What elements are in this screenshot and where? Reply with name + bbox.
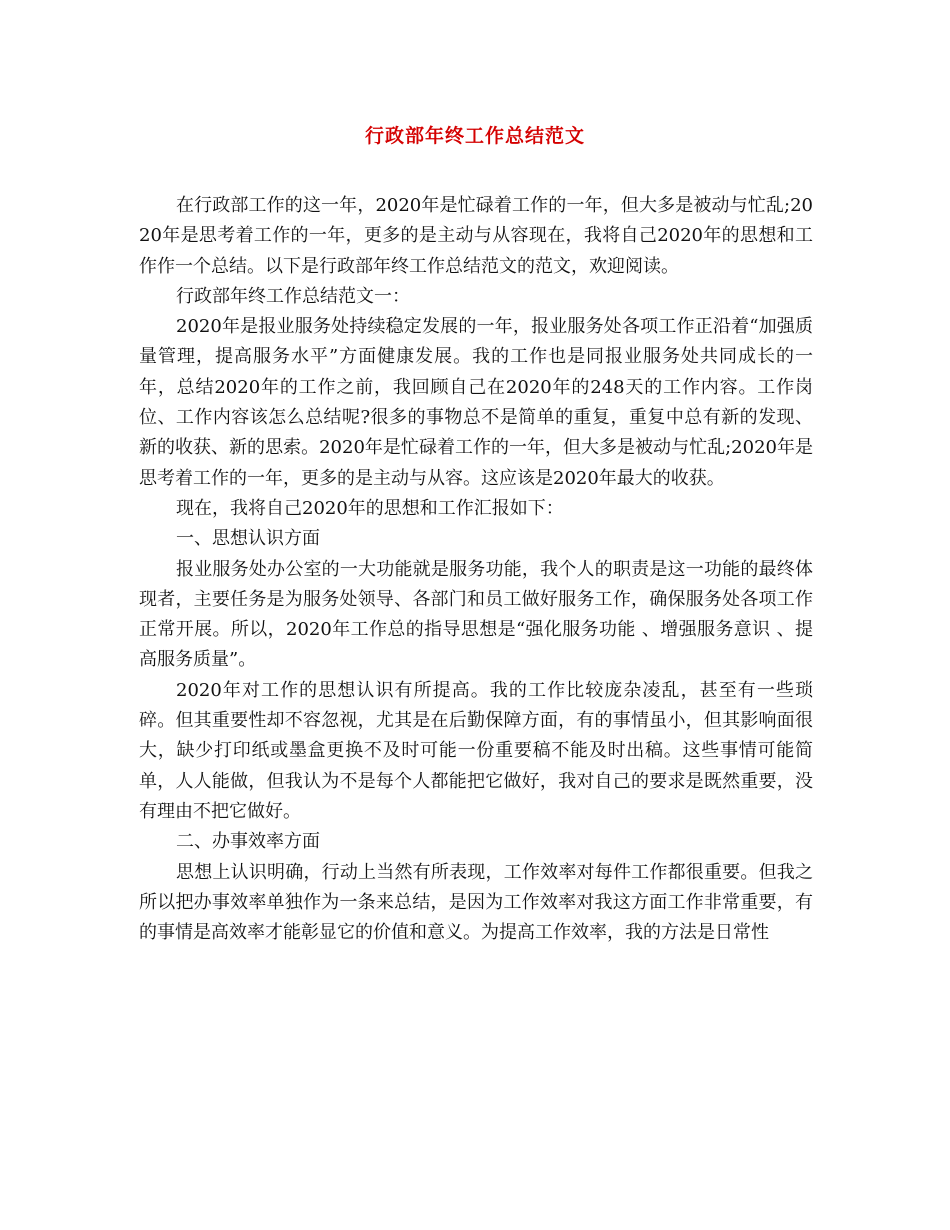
document-body xyxy=(139,191,813,948)
paragraph-service-function: 报业服务处办公室的一大功能就是服务功能，我个人的职责是这一功能的最终体现者，主要任务是为服务处领导、各部门和员工做好服务工作，确保服务处各项工作正常开展。所以，2020年工作总的指导思想是“强化服务功能 、增强服务意识 、提高服务质量”。 xyxy=(139,558,813,671)
paragraph-overview: 2020年是报业服务处持续稳定发展的一年，报业服务处各项工作正沿着“加强质量管理，提高服务水平”方面健康发展。我的工作也是同报业服务处共同成长的一年，总结2020年的工作之前，我回顾自己在2020年的248天的工作内容。工作岗位、工作内容该怎么总结呢?很多的事物总不是简单的重复，重复中总有新的发现、新的收获、新的思索。2020年是忙碌着工作的一年，但大多是被动与忙乱;2020年是思考着工作的一年，更多的是主动与从容。这应该是2020年最大的收获。 xyxy=(139,316,813,489)
paragraph-section-heading: 行政部年终工作总结范文一： xyxy=(176,285,410,307)
document-title: 行政部年终工作总结范文 xyxy=(364,125,585,147)
paragraph-report-lead: 现在，我将自己2020年的思想和工作汇报如下： xyxy=(176,497,564,519)
paragraph-efficiency: 思想上认识明确，行动上当然有所表现，工作效率对每件工作都很重要。但我之所以把办事效率单独作为一条来总结，是因为工作效率对我这方面工作非常重要，有的事情是高效率才能彰显它的价值和意义。为提高工作效率，我的方法是日常性 xyxy=(139,861,813,944)
paragraph-intro: 在行政部工作的这一年，2020年是忙碌着工作的一年，但大多是被动与忙乱;2020年是思考着工作的一年，更多的是主动与从容现在，我将自己2020年的思想和工作作一个总结。以下是行政部年终工作总结范文的范文，欢迎阅读。 xyxy=(139,195,813,277)
heading-thinking: 一、思想认识方面 xyxy=(176,528,320,550)
paragraph-awareness: 2020年对工作的思想认识有所提高。我的工作比较庞杂凌乱，甚至有一些琐碎。但其重要性却不容忽视，尤其是在后勤保障方面，有的事情虽小，但其影响面很大，缺少打印纸或墨盒更换不及时可能一份重要稿不能及时出稿。这些事情可能简单，人人能做，但我认为不是每个人都能把它做好，我对自己的要求是既然重要，没有理由不把它做好。 xyxy=(139,679,813,822)
heading-efficiency: 二、办事效率方面 xyxy=(176,831,320,853)
